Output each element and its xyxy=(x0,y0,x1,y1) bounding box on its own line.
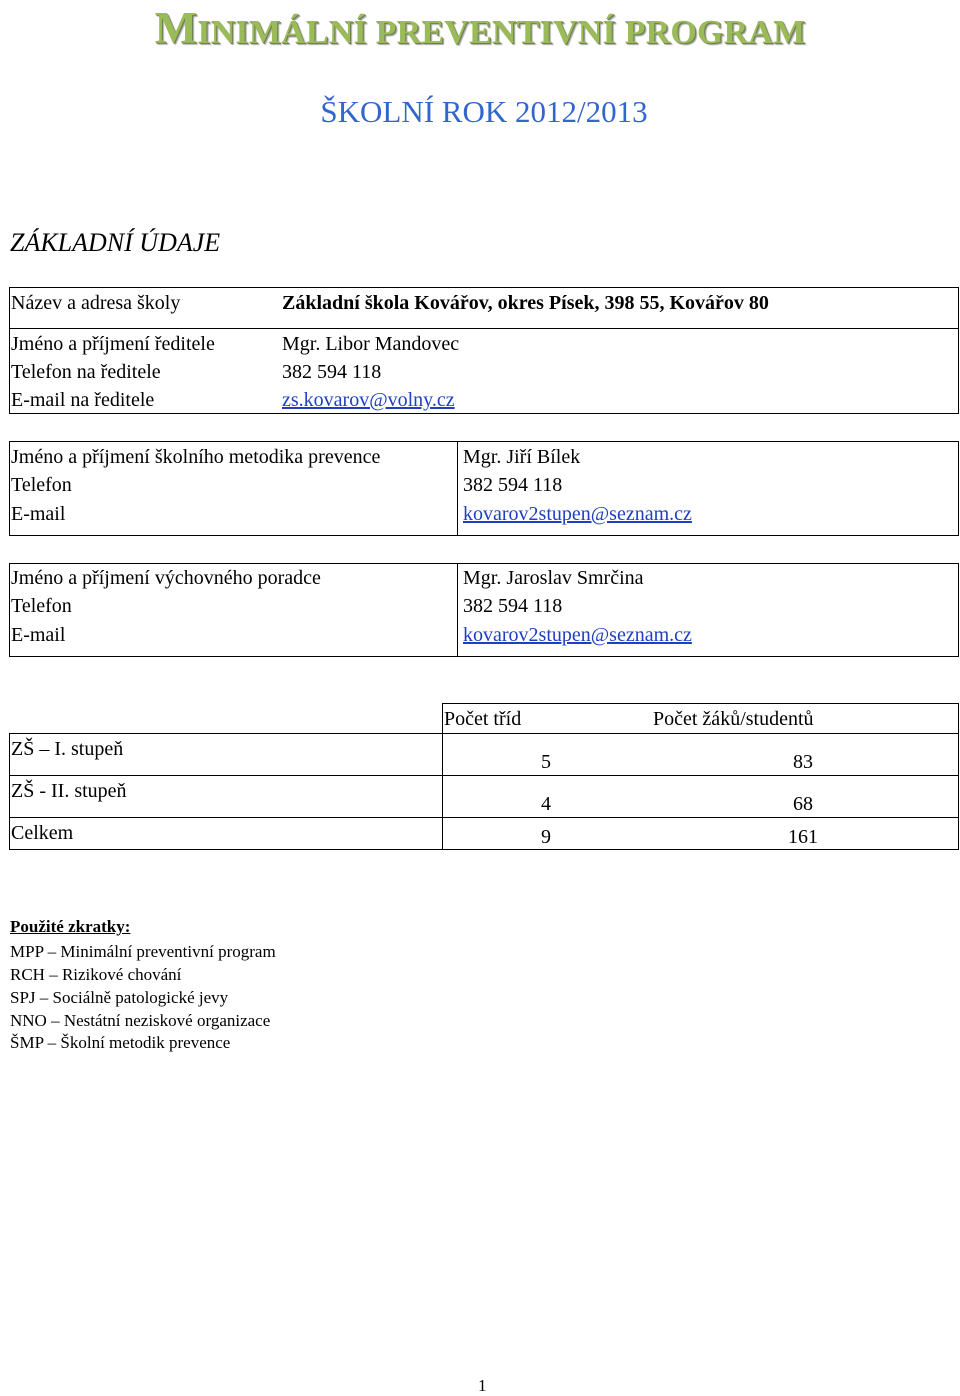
counselor-phone: 382 594 118 xyxy=(463,595,563,617)
stats-row-classes: 4 xyxy=(541,793,551,815)
abbreviation-item: SPJ – Sociálně patologické jevy xyxy=(10,988,229,1007)
counselor-name: Mgr. Jaroslav Smrčina xyxy=(463,567,644,589)
methodist-email-label: E-mail xyxy=(11,503,66,525)
director-name-label: Jméno a příjmení ředitele xyxy=(11,333,215,355)
methodist-name: Mgr. Jiří Bílek xyxy=(463,446,581,468)
stats-row-students: 68 xyxy=(793,793,813,815)
abbreviation-item: RCH – Rizikové chování xyxy=(10,965,182,984)
stats-row-label: ZŠ – I. stupeň xyxy=(11,738,124,760)
section-heading: ZÁKLADNÍ ÚDAJE xyxy=(10,228,221,257)
abbreviation-item: NNO – Nestátní neziskové organizace xyxy=(10,1011,271,1030)
stats-row-label: ZŠ - II. stupeň xyxy=(11,780,127,802)
stats-header-students: Počet žáků/studentů xyxy=(653,708,814,730)
school-year: ŠKOLNÍ ROK 2012/2013 xyxy=(320,94,648,129)
title-first-letter: M xyxy=(154,3,198,53)
stats-row-students: 83 xyxy=(793,751,813,773)
director-phone: 382 594 118 xyxy=(282,361,382,383)
title-rest: INIMÁLNÍ PREVENTIVNÍ PROGRAM xyxy=(197,14,806,51)
methodist-email-link[interactable]: kovarov2stupen@seznam.cz xyxy=(463,503,692,525)
stats-row-label: Celkem xyxy=(11,822,74,844)
methodist-phone: 382 594 118 xyxy=(463,474,563,496)
abbreviation-item: MPP – Minimální preventivní program xyxy=(10,942,276,961)
director-phone-label: Telefon na ředitele xyxy=(11,361,161,383)
abbreviations-heading: Použité zkratky: xyxy=(10,917,131,936)
director-email-link[interactable]: zs.kovarov@volny.cz xyxy=(282,389,455,411)
abbreviation-item: ŠMP – Školní metodik prevence xyxy=(10,1033,231,1052)
stats-row-classes: 5 xyxy=(541,751,551,773)
stats-row-classes: 9 xyxy=(541,826,551,848)
counselor-email-link[interactable]: kovarov2stupen@seznam.cz xyxy=(463,624,692,646)
school-label: Název a adresa školy xyxy=(11,292,181,314)
director-email-label: E-mail na ředitele xyxy=(11,389,155,411)
methodist-phone-label: Telefon xyxy=(11,474,72,496)
director-name: Mgr. Libor Mandovec xyxy=(282,333,460,355)
document-title xyxy=(0,2,960,54)
counselor-phone-label: Telefon xyxy=(11,595,72,617)
page-number: 1 xyxy=(478,1376,487,1395)
stats-row-students: 161 xyxy=(788,826,818,848)
counselor-email-label: E-mail xyxy=(11,624,66,646)
stats-header-classes: Počet tříd xyxy=(444,708,522,730)
methodist-name-label: Jméno a příjmení školního metodika prevence xyxy=(11,446,381,468)
school-value: Základní škola Kovářov, okres Písek, 398 55, Kovářov 80 xyxy=(282,292,769,314)
counselor-name-label: Jméno a příjmení výchovného poradce xyxy=(11,567,321,589)
